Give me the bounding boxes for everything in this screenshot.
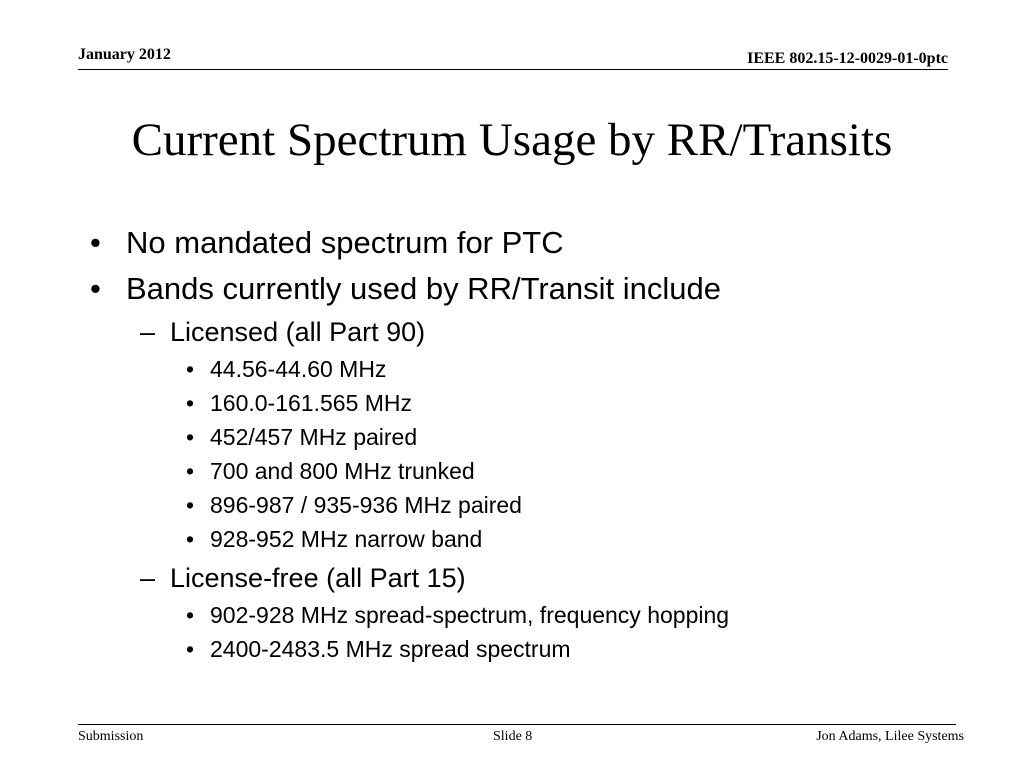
bullet-marker: • [90,271,101,306]
dash-marker: – [140,563,156,593]
band-text: 44.56-44.60 MHz [210,356,387,382]
band-text: 902-928 MHz spread-spectrum, frequency hopping [210,602,730,628]
band-text: 896-987 / 935-936 MHz paired [210,492,522,518]
bullet-marker: • [186,636,195,662]
footer-slide-number: Slide 8 [493,729,533,744]
bullet-marker: • [186,356,195,382]
footer-submission: Submission [78,729,144,744]
footer-author: Jon Adams, Lilee Systems [816,729,964,744]
header-document-id: IEEE 802.15-12-0029-01-0ptc [747,50,948,67]
band-text: 452/457 MHz paired [210,424,418,450]
footer-rule [78,724,956,725]
bullet-text: No mandated spectrum for PTC [126,225,564,260]
bullet-marker: • [186,424,195,450]
slide-title: Current Spectrum Usage by RR/Transits [131,114,893,166]
header-date: January 2012 [78,46,171,63]
bullet-marker: • [186,492,195,518]
bullet-marker: • [186,602,195,628]
bullet-text: Bands currently used by RR/Transit include [126,271,722,306]
band-text: 700 and 800 MHz trunked [210,458,475,484]
sub-bullet-text: Licensed (all Part 90) [170,317,426,347]
band-text: 160.0-161.565 MHz [210,390,413,416]
bullet-marker: • [186,458,195,484]
bullet-marker: • [186,526,195,552]
band-text: 928-952 MHz narrow band [210,526,483,552]
header-rule [78,69,948,70]
dash-marker: – [140,317,156,347]
sub-bullet-text: License-free (all Part 15) [170,563,466,593]
bullet-marker: • [90,225,101,260]
bullet-marker: • [186,390,195,416]
band-text: 2400-2483.5 MHz spread spectrum [210,636,571,662]
